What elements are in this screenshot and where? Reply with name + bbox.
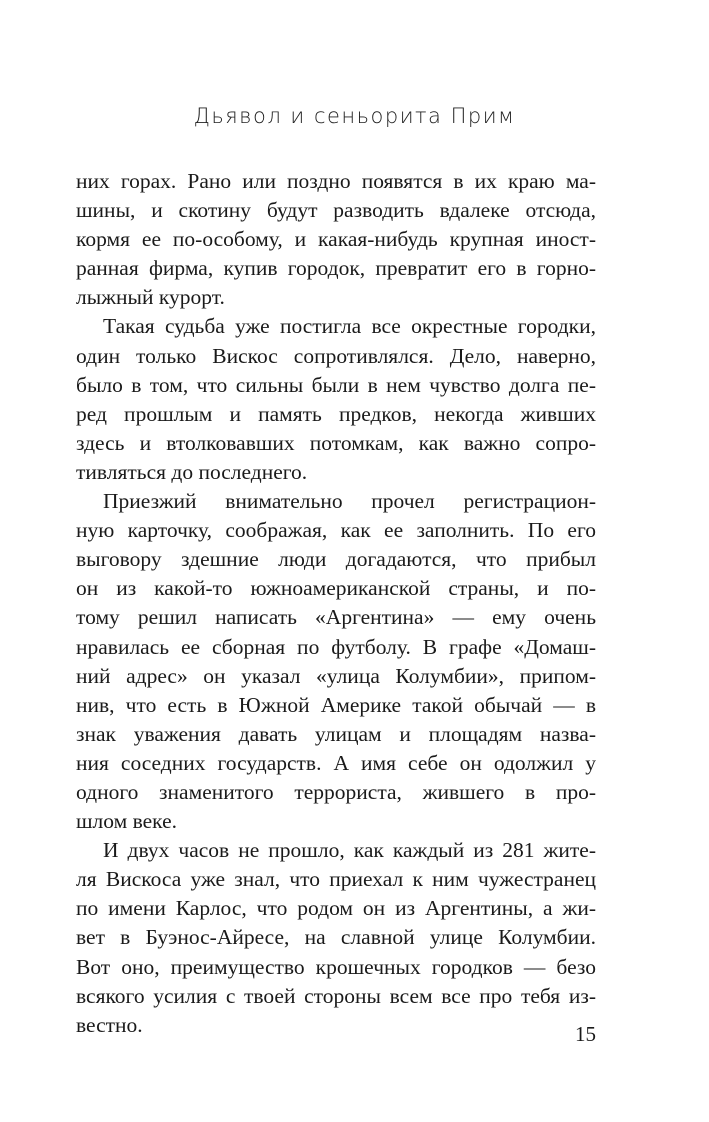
text-line: Приезжий внимательно прочел регистрацион- [103, 489, 596, 514]
text-line: ний адрес» он указал «улица Колумбии», припом- [76, 663, 596, 688]
text-line: выговору здешние люди догадаются, что прибыл [76, 547, 596, 572]
text-line: один только Вискос сопротивлялся. Дело, наверно, [76, 343, 596, 368]
text-line: нив, что есть в Южной Америке такой обычай — в [76, 692, 596, 717]
text-line: вет в Буэнос-Айресе, на славной улице Колумбии. [76, 925, 596, 950]
text-line: ранная фирма, купив городок, превратит его в горно- [76, 256, 596, 281]
text-line: них горах. Рано или поздно появятся в их краю ма- [76, 169, 596, 193]
text-line: по имени Карлос, что родом он из Аргентины, а жи- [76, 896, 596, 921]
text-line: ния соседних государств. А имя себе он одолжил у [76, 750, 596, 775]
text-line: здесь и втолковавших потомкам, как важно сопро- [76, 430, 596, 455]
text-line: знак уважения давать улицам и площадям назва- [76, 721, 596, 746]
running-header-title: Дьявол и сеньорита Прим [193, 104, 516, 128]
text-line: И двух часов не прошло, как каждый из 281 жите- [103, 838, 596, 863]
text-line: шины, и скотину будут разводить вдалеке отсюда, [76, 198, 596, 223]
text-line: Такая судьба уже постигла все окрестные городки, [103, 314, 596, 339]
text-line: тивляться до последнего. [76, 459, 308, 484]
text-line: одного знаменитого террориста, жившего в про- [76, 779, 596, 804]
text-line: вестно. [76, 1012, 143, 1037]
text-line: ред прошлым и память предков, некогда живших [76, 401, 596, 426]
page-number: 15 [575, 1022, 596, 1046]
text-line: ля Вискоса уже знал, что приехал к ним чужестранец [76, 867, 596, 892]
text-line: он из какой-то южноамериканской страны, и по- [76, 576, 596, 601]
text-line: нравилась ее сборная по футболу. В графе «Домаш- [76, 634, 596, 659]
text-line: ную карточку, соображая, как ее заполнить. По его [76, 518, 596, 543]
text-line: кормя ее по-особому, и какая-нибудь крупная иност- [76, 227, 596, 252]
text-line: тому решил написать «Аргентина» — ему очень [76, 605, 596, 630]
text-line: шлом веке. [76, 809, 178, 834]
text-line: Вот оно, преимущество крошечных городков — безо [76, 954, 596, 979]
text-line: было в том, что сильны были в нем чувство долга пе- [76, 372, 596, 397]
body-text [76, 167, 596, 1040]
text-line: лыжный курорт. [76, 285, 225, 310]
text-line: всякого усилия с твоей стороны всем все про тебя из- [76, 983, 596, 1008]
